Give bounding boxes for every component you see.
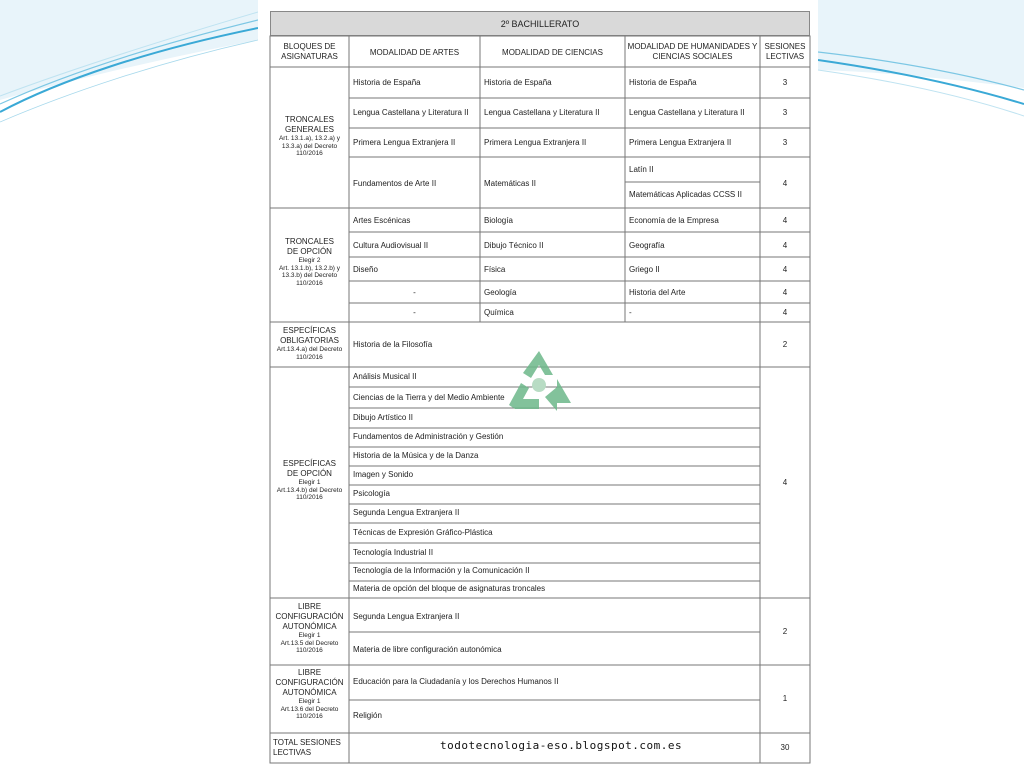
table-cell: Historia del Arte	[629, 288, 686, 297]
list-item: Tecnología Industrial II	[353, 548, 434, 557]
header-ciencias: MODALIDAD DE CIENCIAS	[502, 48, 603, 57]
list-item: Técnicas de Expresión Gráfico-Plástica	[353, 528, 493, 537]
table-cell-sesiones: 3	[782, 78, 788, 87]
table-cell-sesiones: 3	[782, 138, 788, 147]
list-item: Ciencias de la Tierra y del Medio Ambiente	[353, 393, 505, 402]
list-item: Materia de libre configuración autonómica	[353, 645, 502, 654]
table-cell-sesiones: 1	[782, 694, 788, 703]
table-cell-sesiones: 4	[782, 216, 788, 225]
table-cell: Griego II	[629, 265, 660, 274]
table-cell-sesiones: 4	[782, 478, 788, 487]
table-cell-sesiones: 4	[782, 308, 788, 317]
table-cell: Fundamentos de Arte II	[353, 179, 437, 188]
table-cell: Dibujo Técnico II	[484, 241, 544, 250]
list-item: Tecnología de la Información y la Comunicación II	[353, 566, 530, 575]
recycle-icon	[501, 347, 577, 415]
list-item: Religión	[353, 711, 382, 720]
table-cell-sesiones: 4	[782, 179, 788, 188]
table-cell: Historia de España	[629, 78, 697, 87]
table-cell: Matemáticas Aplicadas CCSS II	[629, 190, 742, 199]
list-item: Educación para la Ciudadanía y los Derechos Humanos II	[353, 677, 559, 686]
table-cell: Lengua Castellana y Literatura II	[353, 108, 469, 117]
table-cell: Química	[484, 308, 514, 317]
table-cell: -	[413, 288, 416, 297]
table-cell: -	[629, 308, 632, 317]
table-cell-sesiones: 3	[782, 108, 788, 117]
table-cell: Primera Lengua Extranjera II	[629, 138, 732, 147]
table-cell: Biología	[484, 216, 513, 225]
table-cell-sesiones: 2	[782, 340, 788, 349]
list-item: Psicología	[353, 489, 390, 498]
table-cell: Primera Lengua Extranjera II	[353, 138, 456, 147]
table-cell: Matemáticas II	[484, 179, 537, 188]
table-cell: Lengua Castellana y Literatura II	[629, 108, 745, 117]
total-label: TOTAL SESIONES LECTIVAS	[273, 738, 341, 757]
list-item: Historia de la Música y de la Danza	[353, 451, 479, 460]
decorative-wave-right	[818, 0, 1024, 768]
table-cell-sesiones: 2	[782, 627, 788, 636]
table-cell: Historia de España	[353, 78, 421, 87]
table-cell: Latín II	[629, 165, 654, 174]
table-cell-sesiones: 4	[782, 288, 788, 297]
table-cell: Economía de la Empresa	[629, 216, 719, 225]
list-item: Análisis Musical II	[353, 372, 417, 381]
table-cell: Física	[484, 265, 506, 274]
table-cell: Historia de la Filosofía	[353, 340, 433, 349]
table-cell: Geología	[484, 288, 517, 297]
header-bloques: BLOQUES DE ASIGNATURAS	[281, 42, 338, 61]
header-humanidades: MODALIDAD DE HUMANIDADES Y CIENCIAS SOCIALES	[627, 42, 758, 61]
list-item: Fundamentos de Administración y Gestión	[353, 432, 504, 441]
table-cell: Geografía	[629, 241, 665, 250]
header-artes: MODALIDAD DE ARTES	[369, 48, 460, 57]
list-item: Segunda Lengua Extranjera II	[353, 508, 460, 517]
table-cell: Primera Lengua Extranjera II	[484, 138, 587, 147]
block-label-libre-configuracion-2: LIBRE CONFIGURACIÓN AUTONÓMICA Elegir 1 Art.13.6 del Decreto 110/2016	[275, 668, 344, 720]
list-item: Imagen y Sonido	[353, 470, 414, 479]
table-cell-sesiones: 4	[782, 265, 788, 274]
list-item: Dibujo Artístico II	[353, 413, 414, 422]
block-label-especificas-obligatorias: ESPECÍFICAS OBLIGATORIAS Art.13.4.a) del Decreto 110/2016	[276, 326, 343, 361]
table-cell: Cultura Audiovisual II	[353, 241, 429, 250]
block-label-especificas-opcion: ESPECÍFICAS DE OPCIÓN Elegir 1 Art.13.4.b) del Decreto 110/2016	[276, 459, 343, 501]
table-cell: Lengua Castellana y Literatura II	[484, 108, 600, 117]
list-item: Materia de opción del bloque de asignaturas troncales	[353, 584, 546, 593]
header-sesiones: SESIONES LECTIVAS	[764, 42, 806, 61]
block-label-troncales-generales: TRONCALES GENERALES Art. 13.1.a), 13.2.a) y 13.3.a) del Decreto 110/2016	[278, 115, 341, 157]
table-cell: Artes Escénicas	[353, 216, 411, 225]
block-label-troncales-opcion: TRONCALES DE OPCIÓN Elegir 2 Art. 13.1.b), 13.2.b) y 13.3.b) del Decreto 110/2016	[278, 237, 341, 287]
watermark-url: todotecnologia-eso.blogspot.com.es	[440, 739, 683, 752]
total-sesiones: 30	[780, 743, 790, 752]
table-title: 2º BACHILLERATO	[270, 11, 810, 36]
block-label-libre-configuracion-1: LIBRE CONFIGURACIÓN AUTONÓMICA Elegir 1 Art.13.5 del Decreto 110/2016	[275, 602, 344, 654]
table-cell: Historia de España	[484, 78, 552, 87]
table-cell-sesiones: 4	[782, 241, 788, 250]
table-cell: -	[413, 308, 416, 317]
table-cell: Diseño	[353, 265, 378, 274]
list-item: Segunda Lengua Extranjera II	[353, 612, 460, 621]
curriculum-document	[258, 0, 818, 768]
decorative-wave-left	[0, 0, 258, 768]
